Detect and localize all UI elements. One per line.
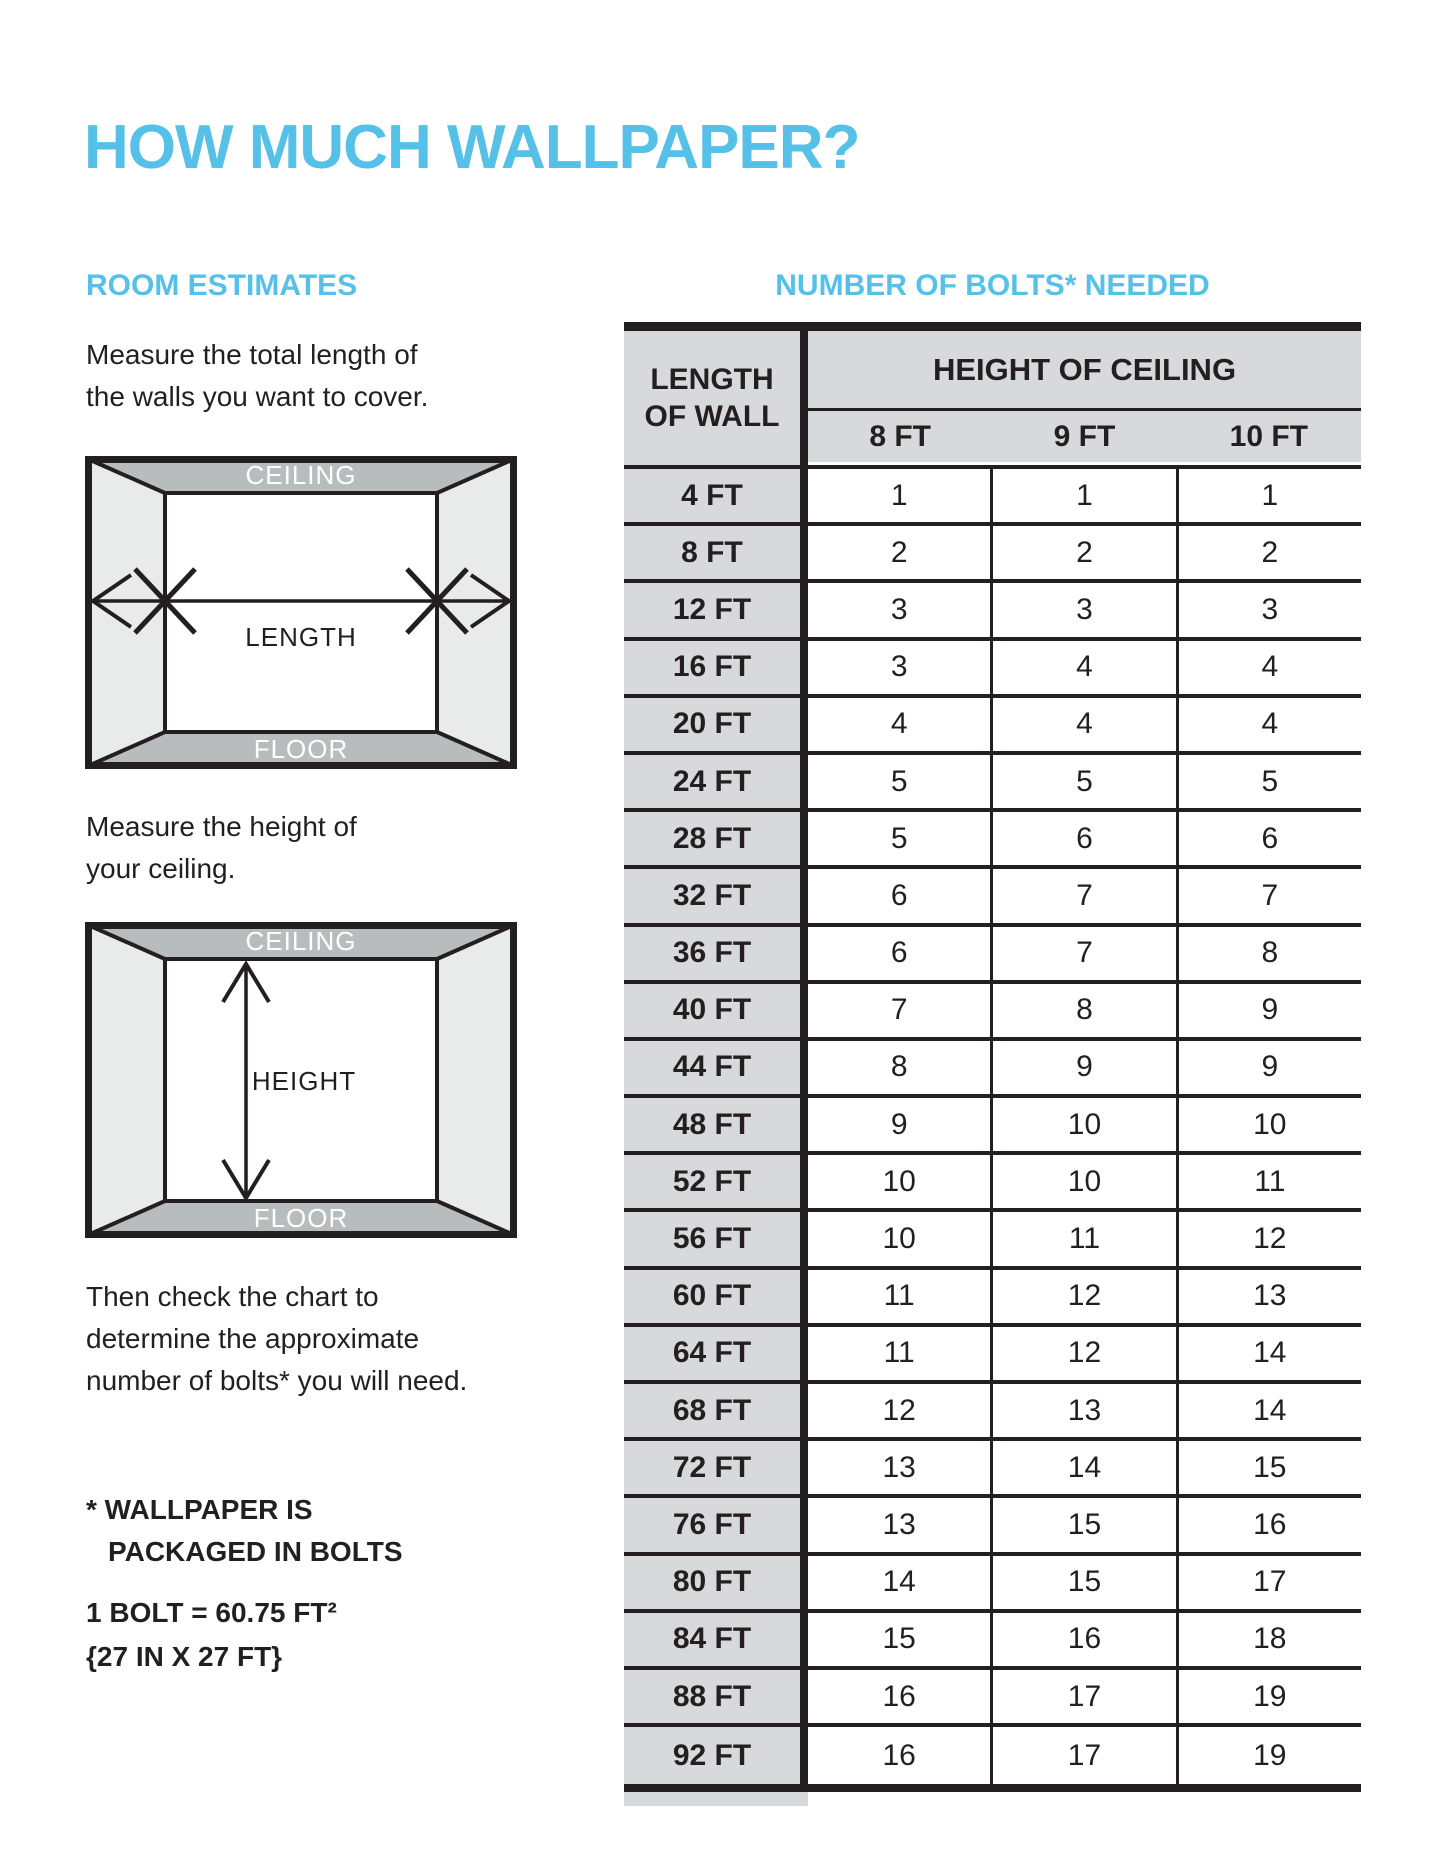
bolt-count-cell: 15 xyxy=(990,1556,1175,1609)
bolt-count-cell: 3 xyxy=(1176,583,1361,636)
bolt-count-cell: 18 xyxy=(1176,1613,1361,1666)
paragraph-line: determine the approximate xyxy=(86,1323,420,1354)
wall-length-label: 80 FT xyxy=(624,1556,808,1609)
column-header-10ft: 10 FT xyxy=(1229,419,1308,453)
wall-length-label: 68 FT xyxy=(624,1384,808,1437)
wall-length-label: 64 FT xyxy=(624,1327,808,1380)
bolt-count-cell: 5 xyxy=(808,755,990,808)
ceiling-label: CEILING xyxy=(245,926,357,956)
note-line: * WALLPAPER IS xyxy=(86,1494,313,1525)
table-row xyxy=(624,984,1361,1041)
bolt-count-cell: 2 xyxy=(1176,526,1361,579)
bolt-count-cell: 10 xyxy=(990,1155,1175,1208)
length-of-wall-header xyxy=(624,331,808,465)
bolt-count-cell: 8 xyxy=(808,1041,990,1094)
bolt-equation-line: {27 IN X 27 FT} xyxy=(86,1641,283,1672)
bolt-count-cell: 11 xyxy=(990,1212,1175,1265)
bolt-count-cell: 14 xyxy=(1176,1327,1361,1380)
bolt-count-cell: 17 xyxy=(990,1727,1175,1784)
table-gray-tab xyxy=(624,1792,808,1806)
bolt-count-cell: 9 xyxy=(990,1041,1175,1094)
bolt-count-cell: 12 xyxy=(808,1384,990,1437)
wall-length-label: 52 FT xyxy=(624,1155,808,1208)
table-row xyxy=(624,755,1361,812)
bolt-count-cell: 1 xyxy=(1176,469,1361,522)
bolt-count-cell: 5 xyxy=(990,755,1175,808)
bolt-count-cell: 14 xyxy=(808,1556,990,1609)
table-row xyxy=(624,469,1361,526)
paragraph-line: the walls you want to cover. xyxy=(86,381,429,412)
bolt-count-cell: 2 xyxy=(808,526,990,579)
bolt-count-cell: 8 xyxy=(1176,927,1361,980)
wall-length-label: 28 FT xyxy=(624,812,808,865)
page-title: HOW MUCH WALLPAPER? xyxy=(84,112,860,182)
bolt-count-cell: 9 xyxy=(808,1098,990,1151)
bolt-count-cell: 4 xyxy=(990,698,1175,751)
bolt-count-cell: 1 xyxy=(990,469,1175,522)
height-columns-header xyxy=(808,331,1361,465)
measure-length-paragraph xyxy=(86,334,428,418)
check-chart-paragraph xyxy=(86,1276,467,1402)
table-top-rule xyxy=(624,322,1361,331)
room-estimates-heading: ROOM ESTIMATES xyxy=(86,269,358,302)
bolt-count-cell: 6 xyxy=(1176,812,1361,865)
bolt-count-cell: 16 xyxy=(1176,1498,1361,1551)
bolt-count-cell: 12 xyxy=(1176,1212,1361,1265)
bolt-count-cell: 14 xyxy=(990,1441,1175,1494)
table-row xyxy=(624,1613,1361,1670)
bolt-count-cell: 3 xyxy=(808,583,990,636)
paragraph-line: your ceiling. xyxy=(86,853,236,884)
note-line: PACKAGED IN BOLTS xyxy=(108,1536,403,1567)
bolt-count-cell: 19 xyxy=(1176,1670,1361,1723)
column-header-9ft: 9 FT xyxy=(1053,419,1116,453)
wall-length-label: 48 FT xyxy=(624,1098,808,1151)
wall-length-label: 44 FT xyxy=(624,1041,808,1094)
length-dimension-label: LENGTH xyxy=(245,622,357,652)
table-row xyxy=(624,526,1361,583)
wall-length-label: 76 FT xyxy=(624,1498,808,1551)
bolt-count-cell: 11 xyxy=(808,1270,990,1323)
bolt-count-cell: 15 xyxy=(808,1613,990,1666)
wall-length-label: 60 FT xyxy=(624,1270,808,1323)
back-wall xyxy=(165,493,437,732)
table-row xyxy=(624,698,1361,755)
table-row xyxy=(624,1041,1361,1098)
bolt-count-cell: 10 xyxy=(808,1212,990,1265)
bolt-count-cell: 1 xyxy=(808,469,990,522)
bolt-count-cell: 6 xyxy=(808,869,990,922)
paragraph-line: Then check the chart to xyxy=(86,1281,379,1312)
right-wall-surface xyxy=(437,925,514,1235)
table-row xyxy=(624,1441,1361,1498)
table-row xyxy=(624,1327,1361,1384)
bolt-count-cell: 12 xyxy=(990,1327,1175,1380)
measure-height-paragraph xyxy=(86,806,357,890)
table-rows xyxy=(624,469,1361,1784)
bolt-count-cell: 11 xyxy=(808,1327,990,1380)
wall-length-label: 16 FT xyxy=(624,641,808,694)
table-row xyxy=(624,1556,1361,1613)
bolt-count-cell: 7 xyxy=(990,869,1175,922)
bolt-count-cell: 15 xyxy=(990,1498,1175,1551)
bolt-count-cell: 9 xyxy=(1176,1041,1361,1094)
bolt-count-cell: 7 xyxy=(808,984,990,1037)
table-bottom-rule xyxy=(624,1784,1361,1792)
table-row xyxy=(624,1155,1361,1212)
height-of-ceiling-header: HEIGHT OF CEILING xyxy=(808,331,1361,411)
floor-label: FLOOR xyxy=(253,1203,349,1233)
table-row xyxy=(624,927,1361,984)
table-row xyxy=(624,583,1361,640)
bolt-count-cell: 6 xyxy=(990,812,1175,865)
paragraph-line: Measure the total length of xyxy=(86,339,418,370)
wall-length-label: 40 FT xyxy=(624,984,808,1037)
bolt-count-cell: 4 xyxy=(1176,698,1361,751)
table-header xyxy=(624,331,1361,469)
table-row xyxy=(624,1212,1361,1269)
table-row xyxy=(624,1384,1361,1441)
bolt-count-cell: 5 xyxy=(808,812,990,865)
bolt-count-cell: 2 xyxy=(990,526,1175,579)
bolt-count-cell: 10 xyxy=(990,1098,1175,1151)
table-row xyxy=(624,1727,1361,1784)
bolt-count-cell: 3 xyxy=(990,583,1175,636)
table-row xyxy=(624,1670,1361,1727)
wall-length-label: 56 FT xyxy=(624,1212,808,1265)
bolt-count-cell: 4 xyxy=(1176,641,1361,694)
wall-length-label: 4 FT xyxy=(624,469,808,522)
bolt-count-cell: 8 xyxy=(990,984,1175,1037)
table-row xyxy=(624,1270,1361,1327)
bolt-count-cell: 17 xyxy=(990,1670,1175,1723)
bolts-needed-heading: NUMBER OF BOLTS* NEEDED xyxy=(775,269,1210,302)
bolt-count-cell: 11 xyxy=(1176,1155,1361,1208)
paragraph-line: number of bolts* you will need. xyxy=(86,1365,468,1396)
wall-length-label: 88 FT xyxy=(624,1670,808,1723)
bolt-count-cell: 15 xyxy=(1176,1441,1361,1494)
bolt-count-cell: 6 xyxy=(808,927,990,980)
ceiling-label: CEILING xyxy=(245,460,357,490)
header-line: OF WALL xyxy=(644,400,780,433)
bolt-count-cell: 13 xyxy=(808,1498,990,1551)
height-dimension-label: HEIGHT xyxy=(251,1066,357,1096)
bolt-count-cell: 14 xyxy=(1176,1384,1361,1437)
wall-length-label: 32 FT xyxy=(624,869,808,922)
ceiling-height-subheaders xyxy=(808,411,1361,462)
wall-length-label: 92 FT xyxy=(624,1727,808,1784)
bolt-count-cell: 7 xyxy=(1176,869,1361,922)
table-row xyxy=(624,1498,1361,1555)
bolt-count-cell: 13 xyxy=(990,1384,1175,1437)
bolt-count-cell: 12 xyxy=(990,1270,1175,1323)
wall-length-label: 20 FT xyxy=(624,698,808,751)
table-row xyxy=(624,1098,1361,1155)
wall-length-label: 36 FT xyxy=(624,927,808,980)
bolt-count-cell: 19 xyxy=(1176,1727,1361,1784)
height-room-diagram xyxy=(85,922,517,1238)
floor-label: FLOOR xyxy=(253,734,349,764)
bolt-equation-line: 1 BOLT = 60.75 FT² xyxy=(86,1597,337,1628)
wall-length-label: 72 FT xyxy=(624,1441,808,1494)
wallpaper-bolts-note xyxy=(86,1489,403,1573)
bolt-count-cell: 16 xyxy=(990,1613,1175,1666)
wall-length-label: 8 FT xyxy=(624,526,808,579)
header-line: LENGTH xyxy=(650,363,774,396)
bolt-count-cell: 7 xyxy=(990,927,1175,980)
bolt-count-cell: 10 xyxy=(808,1155,990,1208)
bolt-count-cell: 4 xyxy=(990,641,1175,694)
bolt-count-cell: 16 xyxy=(808,1670,990,1723)
bolt-count-cell: 17 xyxy=(1176,1556,1361,1609)
wall-length-label: 84 FT xyxy=(624,1613,808,1666)
paragraph-line: Measure the height of xyxy=(86,811,357,842)
bolt-count-cell: 4 xyxy=(808,698,990,751)
bolt-count-cell: 9 xyxy=(1176,984,1361,1037)
bolt-count-cell: 3 xyxy=(808,641,990,694)
table-row xyxy=(624,869,1361,926)
bolt-count-cell: 10 xyxy=(1176,1098,1361,1151)
bolt-count-cell: 13 xyxy=(1176,1270,1361,1323)
length-room-diagram xyxy=(85,456,517,769)
left-wall-surface xyxy=(88,925,165,1235)
bolt-equation xyxy=(86,1591,337,1679)
bolt-count-cell: 13 xyxy=(808,1441,990,1494)
column-header-8ft: 8 FT xyxy=(869,419,931,453)
bolt-count-cell: 16 xyxy=(808,1727,990,1784)
bolts-table xyxy=(624,322,1361,1806)
bolt-count-cell: 5 xyxy=(1176,755,1361,808)
table-row xyxy=(624,812,1361,869)
wall-length-label: 12 FT xyxy=(624,583,808,636)
wall-length-label: 24 FT xyxy=(624,755,808,808)
table-row xyxy=(624,641,1361,698)
